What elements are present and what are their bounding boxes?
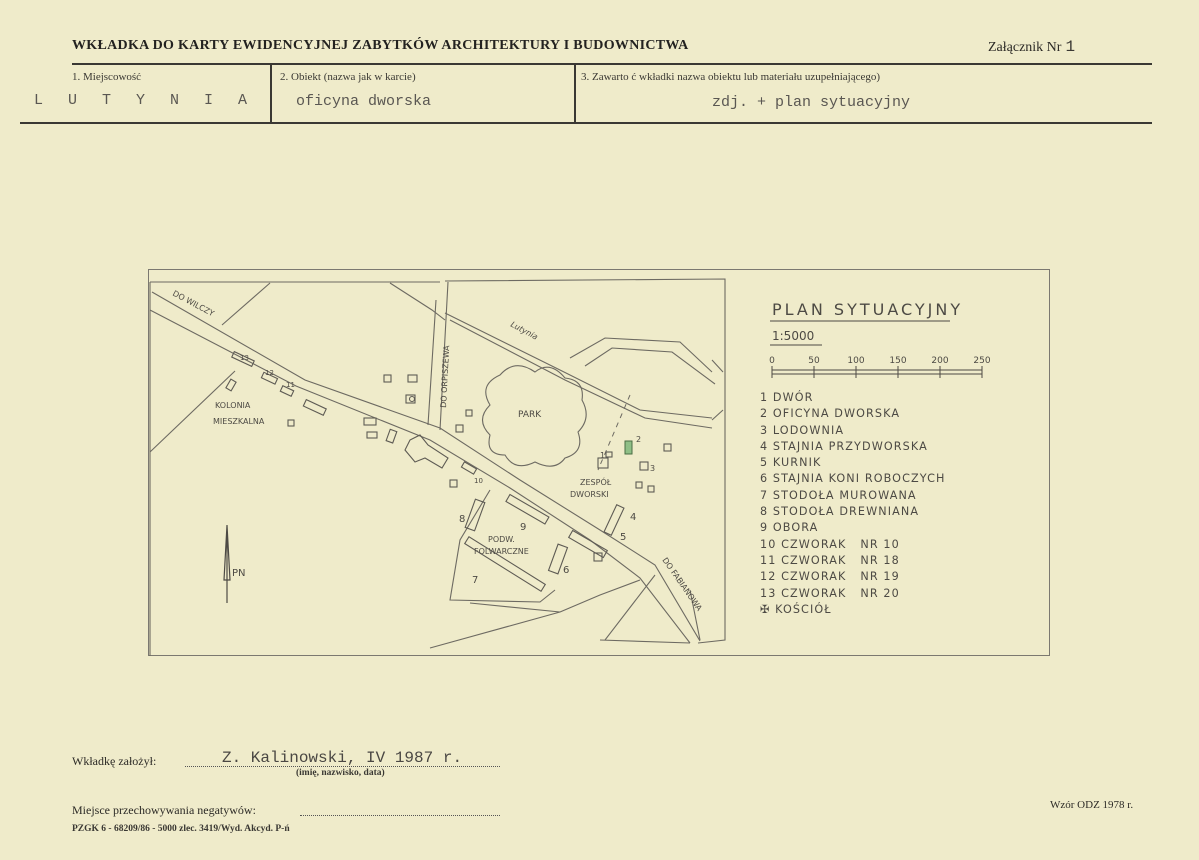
negatives-line xyxy=(300,815,500,816)
legend-title: PLAN SYTUACYJNY xyxy=(772,300,964,319)
label-road-orpiszewa: DO ORPISZEWA xyxy=(439,345,452,409)
map-num-6: 6 xyxy=(563,565,570,576)
scale-tick-150: 150 xyxy=(889,356,907,366)
map-num-11: 11 xyxy=(286,381,295,389)
object-value: oficyna dworska xyxy=(296,93,432,110)
object-label: 2. Obiekt (nazwa jak w karcie) xyxy=(280,71,416,83)
form-model: Wzór ODZ 1978 r. xyxy=(1050,799,1134,811)
scale-tick-50: 50 xyxy=(808,356,820,366)
annex-label: Załącznik Nr xyxy=(988,40,1062,55)
label-farm-1: PODW. xyxy=(488,535,515,544)
map-num-1: 1 xyxy=(600,451,606,460)
river-lutynia xyxy=(445,313,712,418)
building-oficyna-highlight xyxy=(625,441,632,454)
label-north: PN xyxy=(232,568,246,579)
map-num-12: 12 xyxy=(265,369,274,377)
legend-item: 3 LODOWNIA xyxy=(760,423,845,437)
locality-label: 1. Miejscowość xyxy=(72,71,142,83)
print-info: PZGK 6 - 68209/86 - 5000 zlec. 3419/Wyd. Akcyd. P-ń xyxy=(72,824,290,834)
map-num-4: 4 xyxy=(630,512,637,523)
legend-item: 7 STODOŁA MUROWANA xyxy=(760,488,917,502)
scale-tick-0: 0 xyxy=(769,356,775,366)
label-road-fabianowa: DO FABIANOWA xyxy=(660,555,704,613)
legend-item: 13 CZWORAK NR 20 xyxy=(760,586,900,600)
legend-item: 10 CZWORAK NR 10 xyxy=(760,537,900,551)
map-num-3: 3 xyxy=(650,464,656,473)
legend-item: 11 CZWORAK NR 18 xyxy=(760,553,900,567)
legend-item: 6 STAJNIA KONI ROBOCZYCH xyxy=(760,472,946,486)
legend-item: ✠ KOŚCIÓŁ xyxy=(760,602,832,616)
legend-item: 4 STAJNIA PRZYDWORSKA xyxy=(760,439,928,453)
label-farm-2: FOLWARCZNE xyxy=(474,547,529,556)
negatives-label: Miejsce przechowywania negatywów: xyxy=(72,803,256,817)
map-num-7: 7 xyxy=(472,575,479,586)
legend-item: 9 OBORA xyxy=(760,521,819,535)
label-colony-1: KOLONIA xyxy=(215,401,251,410)
label-road-wilczy: DO WILCZY xyxy=(171,288,216,319)
locality-value: L U T Y N I A xyxy=(34,92,256,109)
label-colony-2: MIESZKALNA xyxy=(213,417,265,426)
north-arrow-icon xyxy=(224,525,230,603)
scale-tick-100: 100 xyxy=(847,356,865,366)
map-num-5: 5 xyxy=(620,532,627,543)
form-title: WKŁADKA DO KARTY EWIDENCYJNEJ ZABYTKÓW ARCHITEKTURY I BUDOWNICTWA xyxy=(72,38,689,53)
content-value: zdj. + plan sytuacyjny xyxy=(712,94,911,111)
map-num-13: 13 xyxy=(240,354,249,362)
map-num-2: 2 xyxy=(636,435,642,444)
scale-tick-250: 250 xyxy=(973,356,991,366)
made-by-hint: (imię, nazwisko, data) xyxy=(296,768,385,778)
label-river: Lutynia xyxy=(509,319,540,342)
label-manor-1: ZESPÓŁ xyxy=(580,478,612,487)
legend-item: 2 OFICYNA DWORSKA xyxy=(760,407,901,421)
scale-bar xyxy=(772,366,982,378)
annex-value: 1 xyxy=(1065,38,1076,56)
content-label: 3. Zawarto ć wkładki nazwa obiektu lub materiału uzupełniającego) xyxy=(581,71,881,83)
legend-item: 12 CZWORAK NR 19 xyxy=(760,570,900,584)
map-inner-border xyxy=(150,279,725,656)
map-num-10: 10 xyxy=(474,477,483,485)
map-num-8: 8 xyxy=(459,514,466,525)
legend-scale: 1:5000 xyxy=(772,329,815,343)
legend-list xyxy=(760,390,946,618)
legend-item: 5 KURNIK xyxy=(760,456,822,470)
made-by-label: Wkładkę założył: xyxy=(72,754,157,768)
legend-item: 1 DWÓR xyxy=(760,391,814,404)
scale-tick-200: 200 xyxy=(931,356,949,366)
map-num-9: 9 xyxy=(520,522,527,533)
label-park: PARK xyxy=(518,410,542,420)
made-by-value: Z. Kalinowski, IV 1987 r. xyxy=(222,749,463,767)
label-manor-2: DWORSKI xyxy=(570,490,609,499)
legend-item: 8 STODOŁA DREWNIANA xyxy=(760,505,920,519)
